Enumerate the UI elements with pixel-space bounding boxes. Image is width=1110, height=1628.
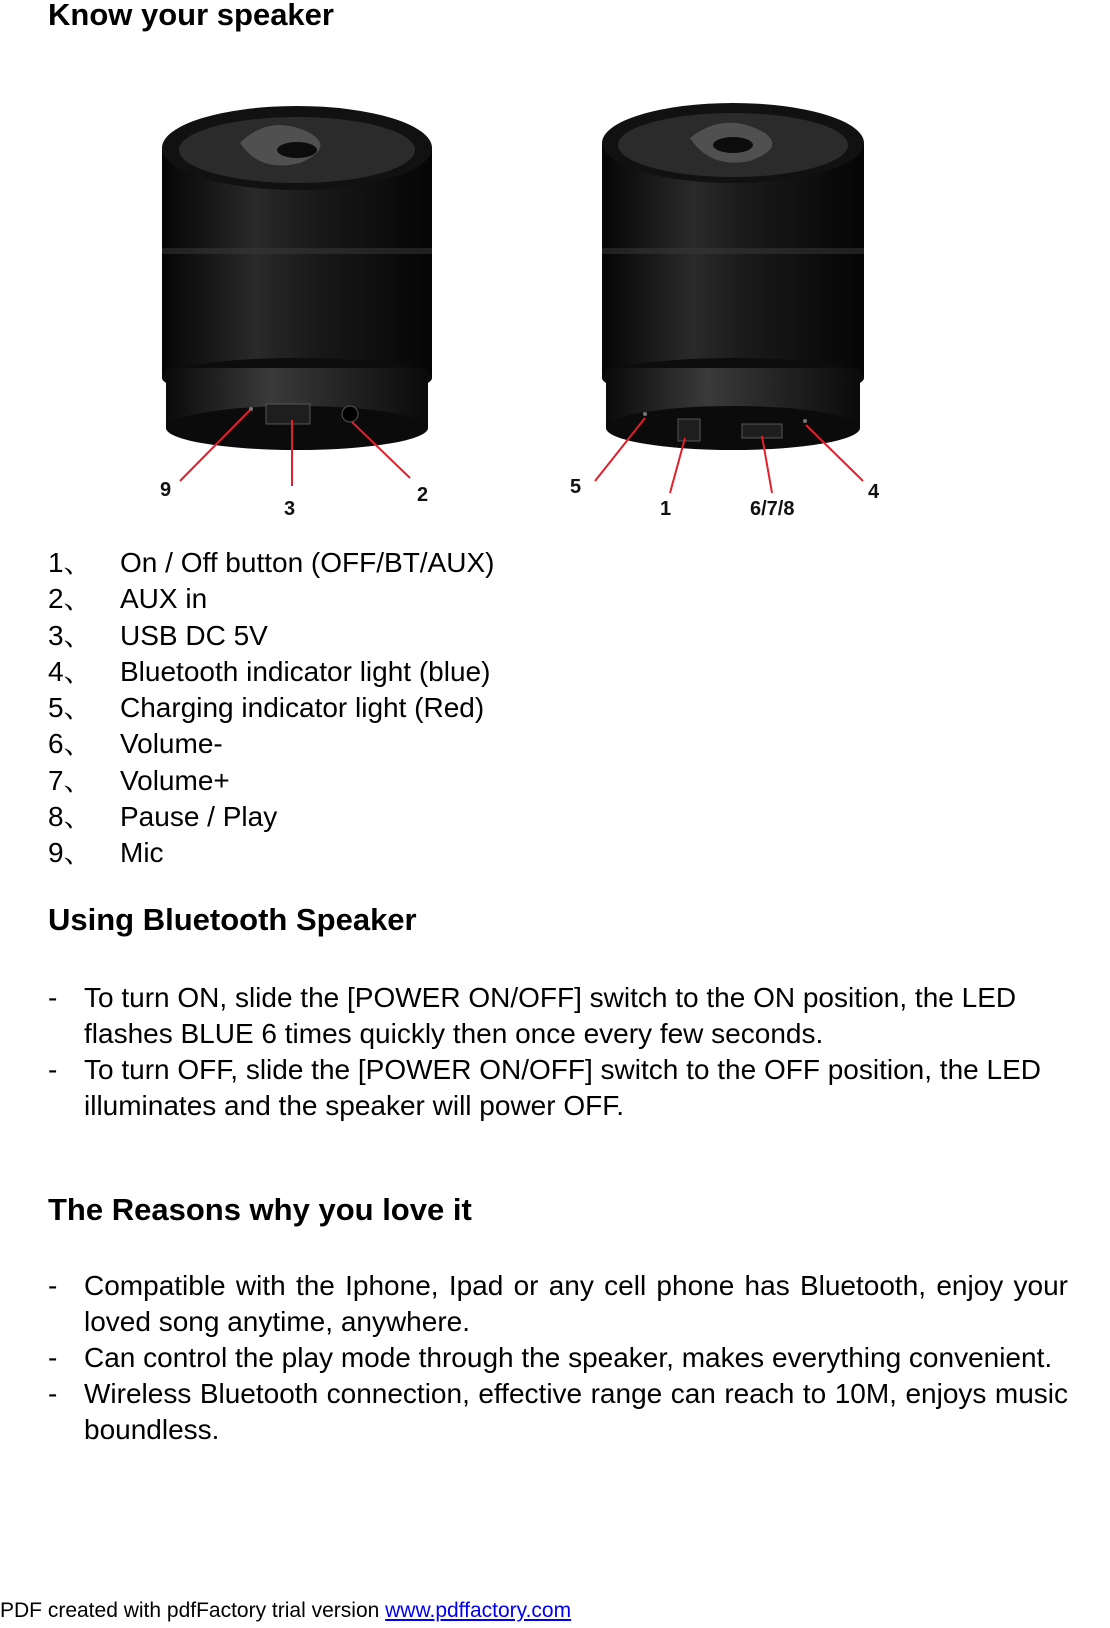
footer-text: PDF created with pdfFactory trial version — [0, 1599, 386, 1622]
list-item — [48, 1268, 1068, 1340]
item-text: To turn ON, slide the [POWER ON/OFF] switch to the ON position, the LED flashes BLUE 6 times quickly then once every few seconds. — [84, 982, 1017, 1049]
item-number: 5、 — [48, 692, 92, 724]
item-text: To turn OFF, slide the [POWER ON/OFF] switch to the OFF position, the LED illuminates and the speaker will power OFF. — [84, 1054, 1041, 1121]
heading-using-bluetooth-speaker: Using Bluetooth Speaker — [48, 902, 417, 937]
item-number: 4、 — [48, 655, 92, 687]
item-text: Wireless Bluetooth connection, effective range can reach to 10M, enjoys music boundless. — [84, 1378, 1068, 1445]
list-item — [48, 980, 1068, 1052]
callout-3: 3 — [284, 498, 296, 520]
reasons-list — [48, 1268, 1068, 1448]
heading-know-your-speaker: Know your speaker — [48, 0, 334, 32]
list-item — [48, 545, 494, 581]
callout-5: 5 — [570, 476, 582, 498]
parts-list — [48, 545, 494, 872]
item-label: AUX in — [120, 583, 208, 615]
pdf-footer — [0, 1598, 571, 1624]
item-number: 9、 — [48, 837, 92, 869]
item-number: 8、 — [48, 801, 92, 833]
callout-2: 2 — [417, 484, 429, 506]
list-item — [48, 1376, 1068, 1448]
list-item — [48, 618, 494, 654]
footer-link[interactable]: www.pdffactory.com — [385, 1599, 572, 1622]
callout-4: 4 — [868, 481, 880, 503]
bullet-dash: - — [48, 1054, 58, 1085]
list-item — [48, 654, 494, 690]
list-item — [48, 1052, 1068, 1124]
item-number: 3、 — [48, 619, 92, 651]
bullet-dash: - — [48, 1342, 58, 1373]
item-label: On / Off button (OFF/BT/AUX) — [120, 547, 495, 578]
using-list — [48, 980, 1068, 1124]
callout-9: 9 — [160, 479, 172, 501]
item-number: 6、 — [48, 728, 92, 760]
bullet-dash: - — [48, 1270, 58, 1301]
item-label: Volume- — [120, 728, 223, 760]
list-item — [48, 581, 494, 617]
callout-1: 1 — [660, 498, 672, 520]
item-text: Can control the play mode through the speaker, makes everything convenient. — [84, 1342, 1053, 1373]
heading-reasons: The Reasons why you love it — [48, 1192, 472, 1227]
item-label: USB DC 5V — [120, 619, 268, 651]
speaker-left — [162, 106, 432, 450]
list-item — [48, 835, 494, 871]
item-label: Volume+ — [120, 764, 230, 796]
item-label: Charging indicator light (Red) — [120, 692, 485, 724]
item-number: 7、 — [48, 764, 92, 796]
callout-678: 6/7/8 — [750, 498, 795, 520]
item-label: Pause / Play — [120, 801, 278, 833]
bullet-dash: - — [48, 982, 58, 1013]
list-item — [48, 690, 494, 726]
item-number: 2、 — [48, 583, 92, 615]
list-item — [48, 799, 494, 835]
speaker-figure — [130, 98, 930, 538]
item-text: Compatible with the Iphone, Ipad or any cell phone has Bluetooth, enjoy your loved song anytime, anywhere. — [84, 1270, 1068, 1337]
bullet-dash: - — [48, 1378, 58, 1409]
list-item — [48, 1340, 1068, 1376]
list-item — [48, 726, 494, 762]
list-item — [48, 763, 494, 799]
speaker-right — [602, 103, 864, 450]
item-label: Bluetooth indicator light (blue) — [120, 655, 491, 687]
item-label: Mic — [120, 837, 164, 869]
item-number: 1、 — [48, 547, 92, 578]
